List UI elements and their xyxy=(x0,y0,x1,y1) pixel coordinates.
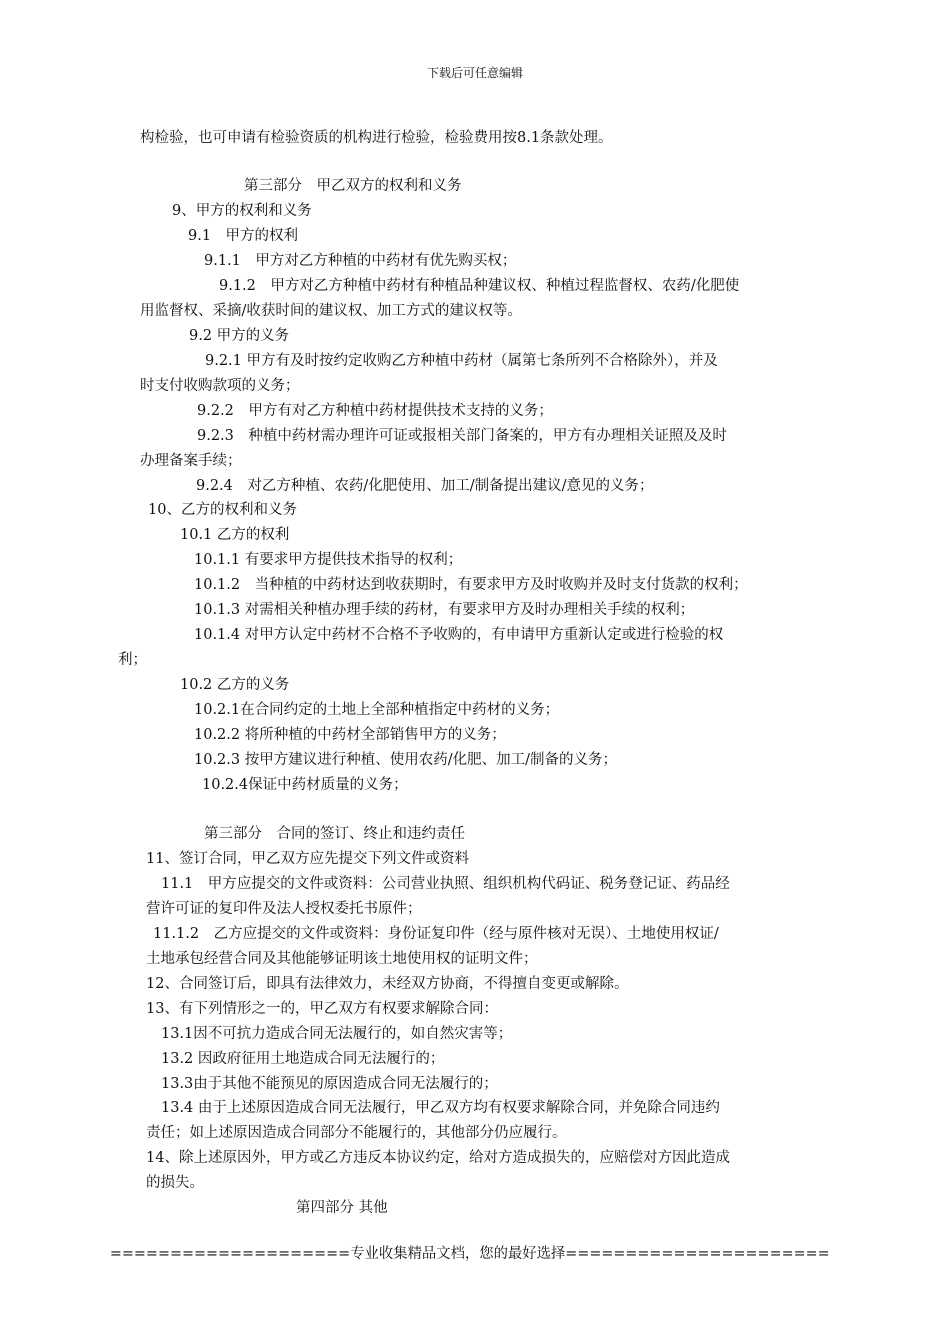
text-line: 10.2.1在合同约定的土地上全部种植指定中药材的义务； xyxy=(194,702,560,718)
clause-heading: 10、乙方的权利和义务 xyxy=(148,502,297,518)
text-line: 办理备案手续； xyxy=(140,453,242,469)
text-line: 9.2.2 甲方有对乙方种植中药材提供技术支持的义务； xyxy=(197,403,553,419)
text-line: 土地承包经营合同及其他能够证明该土地使用权的证明文件； xyxy=(146,951,538,967)
text-line: 的损失。 xyxy=(146,1175,204,1191)
text-line: 用监督权、采摘/收获时间的建议权、加工方式的建议权等。 xyxy=(140,303,522,319)
text-line: 9.2.1 甲方有及时按约定收购乙方种植中药材（属第七条所列不合格除外），并及 xyxy=(205,353,718,369)
text-line: 构检验，也可申请有检验资质的机构进行检验，检验费用按8.1条款处理。 xyxy=(140,130,613,146)
clause-heading: 9、甲方的权利和义务 xyxy=(172,203,312,219)
subclause-heading: 9.1 甲方的权利 xyxy=(188,228,299,244)
clause-heading: 11、签订合同，甲乙双方应先提交下列文件或资料 xyxy=(146,851,469,867)
text-line: 营许可证的复印件及法人授权委托书原件； xyxy=(146,901,422,917)
section-heading: 第四部分 其他 xyxy=(296,1200,388,1216)
text-line: 时支付收购款项的义务； xyxy=(140,378,300,394)
text-line: 9.1.1 甲方对乙方种植的中药材有优先购买权； xyxy=(204,253,517,269)
text-line: 13.1因不可抗力造成合同无法履行的，如自然灾害等； xyxy=(161,1026,513,1042)
text-line: 10.2.4保证中药材质量的义务； xyxy=(202,777,408,793)
text-line: 12、合同签订后，即具有法律效力，未经双方协商，不得擅自变更或解除。 xyxy=(146,976,629,992)
text-line: 11.1.2 乙方应提交的文件或资料：身份证复印件（经与原件核对无误）、土地使用权证/ xyxy=(153,926,719,942)
text-line: 14、除上述原因外，甲方或乙方违反本协议约定，给对方造成损失的，应赔偿对方因此造成 xyxy=(146,1150,730,1166)
subclause-heading: 10.2 乙方的义务 xyxy=(180,677,290,693)
subclause-heading: 10.1 乙方的权利 xyxy=(180,527,290,543)
text-line: 13.2 因政府征用土地造成合同无法履行的； xyxy=(161,1051,445,1067)
text-line: 13.4 由于上述原因造成合同无法履行，甲乙双方均有权要求解除合同，并免除合同违约 xyxy=(161,1100,720,1116)
section-heading: 第三部分 合同的签订、终止和违约责任 xyxy=(204,826,465,842)
text-line: 13.3由于其他不能预见的原因造成合同无法履行的； xyxy=(161,1076,498,1092)
page-header: 下载后可任意编辑 xyxy=(426,66,523,80)
page-footer: ====================专业收集精品文档，您的最好选择====================== xyxy=(109,1246,830,1262)
text-line: 10.1.2 当种植的中药材达到收获期时，有要求甲方及时收购并及时支付货款的权利； xyxy=(194,577,748,593)
text-line: 利； xyxy=(118,652,147,668)
text-line: 9.1.2 甲方对乙方种植中药材有种植品种建议权、种植过程监督权、农药/化肥使 xyxy=(219,278,740,294)
text-line: 10.1.1 有要求甲方提供技术指导的权利； xyxy=(194,552,463,568)
section-heading: 第三部分 甲乙双方的权利和义务 xyxy=(244,178,462,194)
text-line: 10.2.3 按甲方建议进行种植、使用农药/化肥、加工/制备的义务； xyxy=(194,752,617,768)
text-line: 10.1.3 对需相关种植办理手续的药材，有要求甲方及时办理相关手续的权利； xyxy=(194,602,695,618)
text-line: 责任；如上述原因造成合同部分不能履行的，其他部分仍应履行。 xyxy=(146,1125,567,1141)
text-line: 9.2.4 对乙方种植、农药/化肥使用、加工/制备提出建议/意见的义务； xyxy=(196,478,654,494)
text-line: 9.2.3 种植中药材需办理许可证或报相关部门备案的，甲方有办理相关证照及及时 xyxy=(197,428,727,444)
subclause-heading: 9.2 甲方的义务 xyxy=(189,328,290,344)
text-line: 10.2.2 将所种植的中药材全部销售甲方的义务； xyxy=(194,727,506,743)
text-line: 13、有下列情形之一的，甲乙双方有权要求解除合同： xyxy=(146,1001,498,1017)
text-line: 11.1 甲方应提交的文件或资料：公司营业执照、组织机构代码证、税务登记证、药品经 xyxy=(161,876,730,892)
text-line: 10.1.4 对甲方认定中药材不合格不予收购的，有申请甲方重新认定或进行检验的权 xyxy=(194,627,724,643)
